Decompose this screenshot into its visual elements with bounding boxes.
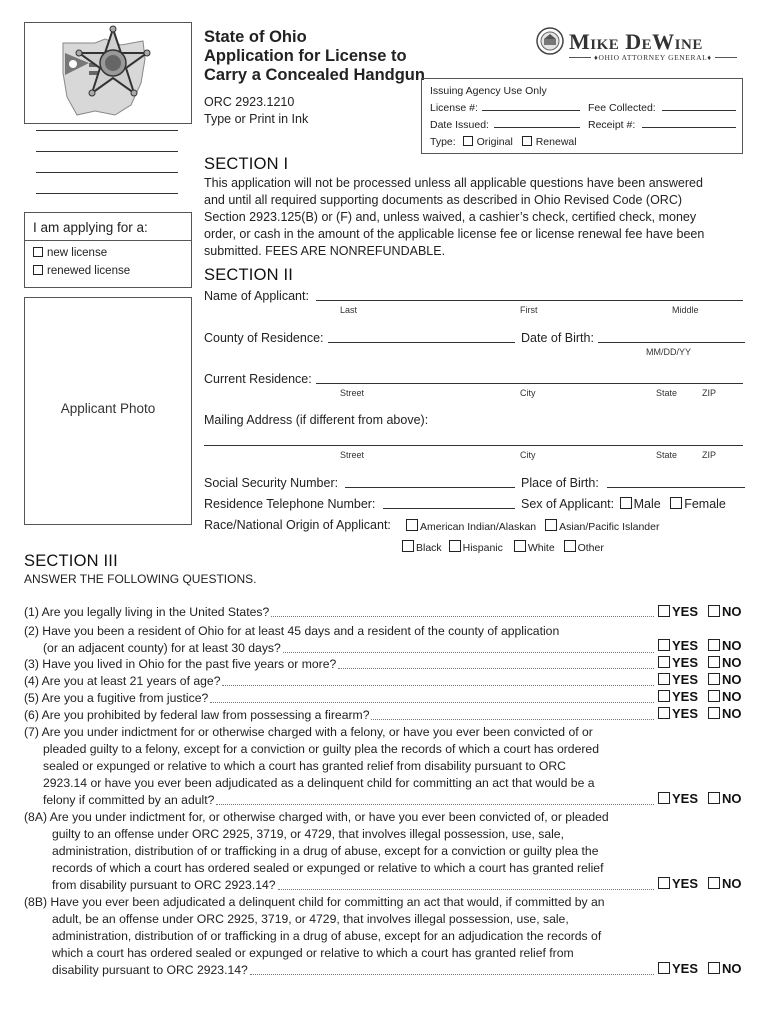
county-field[interactable] (328, 342, 515, 343)
female-label: Female (684, 497, 726, 511)
mailing-zip-label: ZIP (702, 450, 717, 460)
street-label: Street (340, 388, 365, 398)
agency-box-title: Issuing Agency Use Only (430, 85, 547, 97)
ag-title: ♦ OHIO ATTORNEY GENERAL ♦ (569, 53, 737, 62)
race-checkbox-american-indian[interactable] (406, 519, 418, 531)
title-line-1: State of Ohio (204, 28, 307, 46)
question-text: (3) Have you lived in Ohio for the past five years or more? (24, 657, 337, 671)
question-7-answer (658, 791, 742, 806)
q7-yes-checkbox[interactable] (658, 792, 670, 804)
yes-label: YES (672, 876, 699, 891)
section-2-heading: SECTION II (204, 266, 294, 284)
q8a-no-checkbox[interactable] (708, 877, 720, 889)
question-4 (24, 673, 656, 690)
left-blank-line[interactable] (36, 193, 178, 194)
q6-yes-checkbox[interactable] (658, 707, 670, 719)
date-issued-field[interactable] (494, 127, 580, 128)
receipt-number-field[interactable] (642, 127, 736, 128)
yes-label: YES (672, 706, 699, 721)
mailing-city-label: City (520, 450, 536, 460)
question-text: guilty to an offense under ORC 2925, 3719, or 4729, that involves illegal possession, use, sale, (52, 827, 564, 841)
name-label: Name of Applicant: (204, 289, 309, 303)
q5-yes-checkbox[interactable] (658, 690, 670, 702)
first-label: First (520, 305, 538, 315)
name-field[interactable] (316, 300, 743, 301)
q8b-yes-checkbox[interactable] (658, 962, 670, 974)
new-license-option[interactable] (33, 247, 107, 259)
race-option-label: White (527, 542, 555, 554)
question-8b-answer (658, 961, 742, 976)
question-text: 2923.14 or have you ever been adjudicated as a delinquent child for committing an act that would be a (43, 776, 595, 790)
applicant-photo-label: Applicant Photo (60, 401, 156, 416)
question-text: (2) Have you been a resident of Ohio for at least 45 days and a resident of the county of application (24, 624, 560, 638)
title-line-2: Application for License to (204, 47, 407, 65)
race-checkbox-asian[interactable] (545, 519, 557, 531)
q8b-no-checkbox[interactable] (708, 962, 720, 974)
section-1-line: This application will not be processed unless all applicable questions have been answered (204, 176, 703, 190)
yes-label: YES (672, 961, 699, 976)
q3-yes-checkbox[interactable] (658, 656, 670, 668)
question-text: sealed or expunged or relative to which a court has granted relief from disability pursuant to ORC (43, 759, 566, 773)
race-option-label: Black (416, 542, 442, 554)
question-text: (7) Are you under indictment for or otherwise charged with a felony, or have you ever been convicted of or (24, 725, 593, 739)
q4-no-checkbox[interactable] (708, 673, 720, 685)
section-1-line: Section 2923.125(B) or (F) and, unless waived, a cashier’s check, certified check, money (204, 210, 697, 224)
question-text: pleaded guilty to a felony, except for a conviction or guilty plea the records of which a court has ordered (43, 742, 599, 756)
q7-no-checkbox[interactable] (708, 792, 720, 804)
type-label: Type: (430, 136, 456, 148)
race-row-2 (402, 540, 604, 554)
applying-for-box (24, 212, 192, 288)
q1-no-checkbox[interactable] (708, 605, 720, 617)
question-text: (1) Are you legally living in the United States? (24, 605, 270, 619)
yes-label: YES (672, 791, 699, 806)
dob-label: Date of Birth: (521, 331, 594, 345)
race-option-label: Asian/Pacific Islander (559, 521, 660, 533)
race-option-label: American Indian/Alaskan (420, 521, 537, 533)
q2-yes-checkbox[interactable] (658, 639, 670, 651)
race-checkbox-white[interactable] (514, 540, 526, 552)
ssn-label: Social Security Number: (204, 476, 339, 490)
male-checkbox[interactable] (620, 497, 632, 509)
issued-label: Date Issued: (430, 119, 489, 131)
no-label: NO (722, 604, 742, 619)
question-text: administration, distribution of or trafficking in a drug of abuse, except for an adjudication the records of (52, 929, 602, 943)
section-1-line: submitted. FEES ARE NONREFUNDABLE. (204, 244, 446, 258)
license-label: License #: (430, 102, 478, 114)
new-license-checkbox[interactable] (33, 247, 43, 257)
question-2-answer (658, 638, 742, 653)
q1-yes-checkbox[interactable] (658, 605, 670, 617)
phone-label: Residence Telephone Number: (204, 497, 376, 511)
sex-label: Sex of Applicant: (521, 497, 615, 511)
question-text: records of which a court has ordered sealed or expunged or relative to which a court has granted relief (52, 861, 604, 875)
section-1-heading: SECTION I (204, 155, 289, 173)
q4-yes-checkbox[interactable] (658, 673, 670, 685)
question-text: (or an adjacent county) for at least 30 days? (43, 641, 281, 655)
question-text: adult, be an offense under ORC 2925, 3719, or 4729, that involves illegal possession, use, sale, (52, 912, 569, 926)
no-label: NO (722, 689, 742, 704)
question-8a-answer (658, 876, 742, 891)
applying-for-title: I am applying for a: (25, 213, 191, 241)
ssn-field[interactable] (345, 487, 515, 488)
question-text: (4) Are you at least 21 years of age? (24, 674, 221, 688)
left-blank-line[interactable] (36, 172, 178, 173)
section-1-line: and until all required supporting documents as described in Ohio Revised Code (ORC) (204, 193, 683, 207)
no-label: NO (722, 791, 742, 806)
residence-label: Current Residence: (204, 372, 312, 386)
mailing-field[interactable] (204, 445, 743, 446)
renewed-license-option[interactable] (33, 265, 130, 277)
state-seal-logo-box (24, 22, 192, 124)
question-text: (8A) Are you under indictment for, or otherwise charged with, or have you ever been convicted of, or pleaded (24, 810, 609, 824)
question-5 (24, 690, 656, 707)
applicant-photo-box[interactable] (24, 297, 192, 525)
renewed-license-label: renewed license (47, 265, 131, 277)
question-6-answer (658, 706, 742, 721)
question-6 (24, 707, 656, 724)
section-1-line: order, or cash in the amount of the applicable license fee or license renewal fee have been (204, 227, 705, 241)
question-text: (5) Are you a fugitive from justice? (24, 691, 209, 705)
male-label: Male (633, 497, 661, 511)
original-label: Original (476, 136, 513, 148)
original-checkbox[interactable] (463, 136, 473, 146)
ag-name: Mike DeWine (569, 29, 703, 54)
state-label: State (656, 388, 678, 398)
middle-label: Middle (672, 305, 699, 315)
no-label: NO (722, 876, 742, 891)
female-checkbox[interactable] (670, 497, 682, 509)
question-1 (24, 604, 656, 621)
receipt-label: Receipt #: (588, 119, 636, 131)
yes-label: YES (672, 672, 699, 687)
section-3-instructions: ANSWER THE FOLLOWING QUESTIONS. (24, 572, 257, 586)
no-label: NO (722, 672, 742, 687)
question-3-answer (658, 655, 742, 670)
fee-label: Fee Collected: (588, 102, 656, 114)
question-text: (6) Are you prohibited by federal law from possessing a firearm? (24, 708, 370, 722)
no-label: NO (722, 638, 742, 653)
race-option-label: Other (577, 542, 604, 554)
ag-title-text: OHIO ATTORNEY GENERAL (598, 53, 708, 62)
no-label: NO (722, 655, 742, 670)
renewal-checkbox[interactable] (522, 136, 532, 146)
new-license-label: new license (47, 247, 108, 259)
race-label: Race/National Origin of Applicant: (204, 518, 391, 532)
question-7 (24, 724, 656, 809)
yes-label: YES (672, 638, 699, 653)
race-checkbox-other[interactable] (564, 540, 576, 552)
sex-row (521, 497, 726, 511)
dob-format: MM/DD/YY (646, 347, 691, 357)
zip-label: ZIP (702, 388, 717, 398)
section-3-heading: SECTION III (24, 552, 118, 570)
race-row-1 (406, 519, 659, 533)
mailing-state-label: State (656, 450, 678, 460)
left-blank-line[interactable] (36, 130, 178, 131)
mailing-label: Mailing Address (if different from above): (204, 413, 429, 427)
city-label: City (520, 388, 536, 398)
county-label: County of Residence: (204, 331, 324, 345)
question-text: which a court has ordered sealed or expunged or relative to which a court has granted relief from (52, 946, 574, 960)
q8a-yes-checkbox[interactable] (658, 877, 670, 889)
orc-reference: ORC 2923.1210 (204, 95, 295, 109)
attorney-general-logo (535, 26, 745, 66)
type-row (430, 136, 577, 148)
form-title (204, 28, 444, 85)
question-5-answer (658, 689, 742, 704)
license-number-field[interactable] (482, 110, 580, 111)
renewal-label: Renewal (535, 136, 577, 148)
question-2 (24, 623, 656, 657)
phone-field[interactable] (383, 508, 515, 509)
question-text: (8B) Have you ever been adjudicated a delinquent child for committing an act that would, if committed by an (24, 895, 605, 909)
section-1-text (204, 175, 749, 260)
question-text: from disability pursuant to ORC 2923.14? (52, 878, 276, 892)
question-text: felony if committed by an adult? (43, 793, 215, 807)
q5-no-checkbox[interactable] (708, 690, 720, 702)
issuing-agency-box (421, 78, 743, 154)
left-blank-line[interactable] (36, 151, 178, 152)
residence-field[interactable] (316, 383, 743, 384)
dob-field[interactable] (598, 342, 745, 343)
q2-no-checkbox[interactable] (708, 639, 720, 651)
no-label: NO (722, 706, 742, 721)
no-label: NO (722, 961, 742, 976)
ag-seal-icon (535, 26, 565, 56)
question-text: disability pursuant to ORC 2923.14? (52, 963, 248, 977)
mailing-street-label: Street (340, 450, 365, 460)
question-3 (24, 656, 656, 673)
question-8b (24, 894, 656, 979)
last-label: Last (340, 305, 358, 315)
question-1-answer (658, 604, 742, 619)
fee-collected-field[interactable] (662, 110, 736, 111)
pob-label: Place of Birth: (521, 476, 599, 490)
question-4-answer (658, 672, 742, 687)
q6-no-checkbox[interactable] (708, 707, 720, 719)
race-checkbox-hispanic[interactable] (449, 540, 461, 552)
question-8a (24, 809, 656, 894)
question-text: administration, distribution of or trafficking in a drug of abuse, except for a conviction or guilty plea the (52, 844, 599, 858)
race-option-label: Hispanic (462, 542, 503, 554)
renewed-license-checkbox[interactable] (33, 265, 43, 275)
yes-label: YES (672, 604, 699, 619)
q3-no-checkbox[interactable] (708, 656, 720, 668)
sheriff-star-logo (25, 23, 191, 123)
yes-label: YES (672, 689, 699, 704)
print-note: Type or Print in Ink (204, 112, 309, 126)
race-checkbox-black[interactable] (402, 540, 414, 552)
title-line-3: Carry a Concealed Handgun (204, 66, 425, 84)
pob-field[interactable] (607, 487, 745, 488)
yes-label: YES (672, 655, 699, 670)
